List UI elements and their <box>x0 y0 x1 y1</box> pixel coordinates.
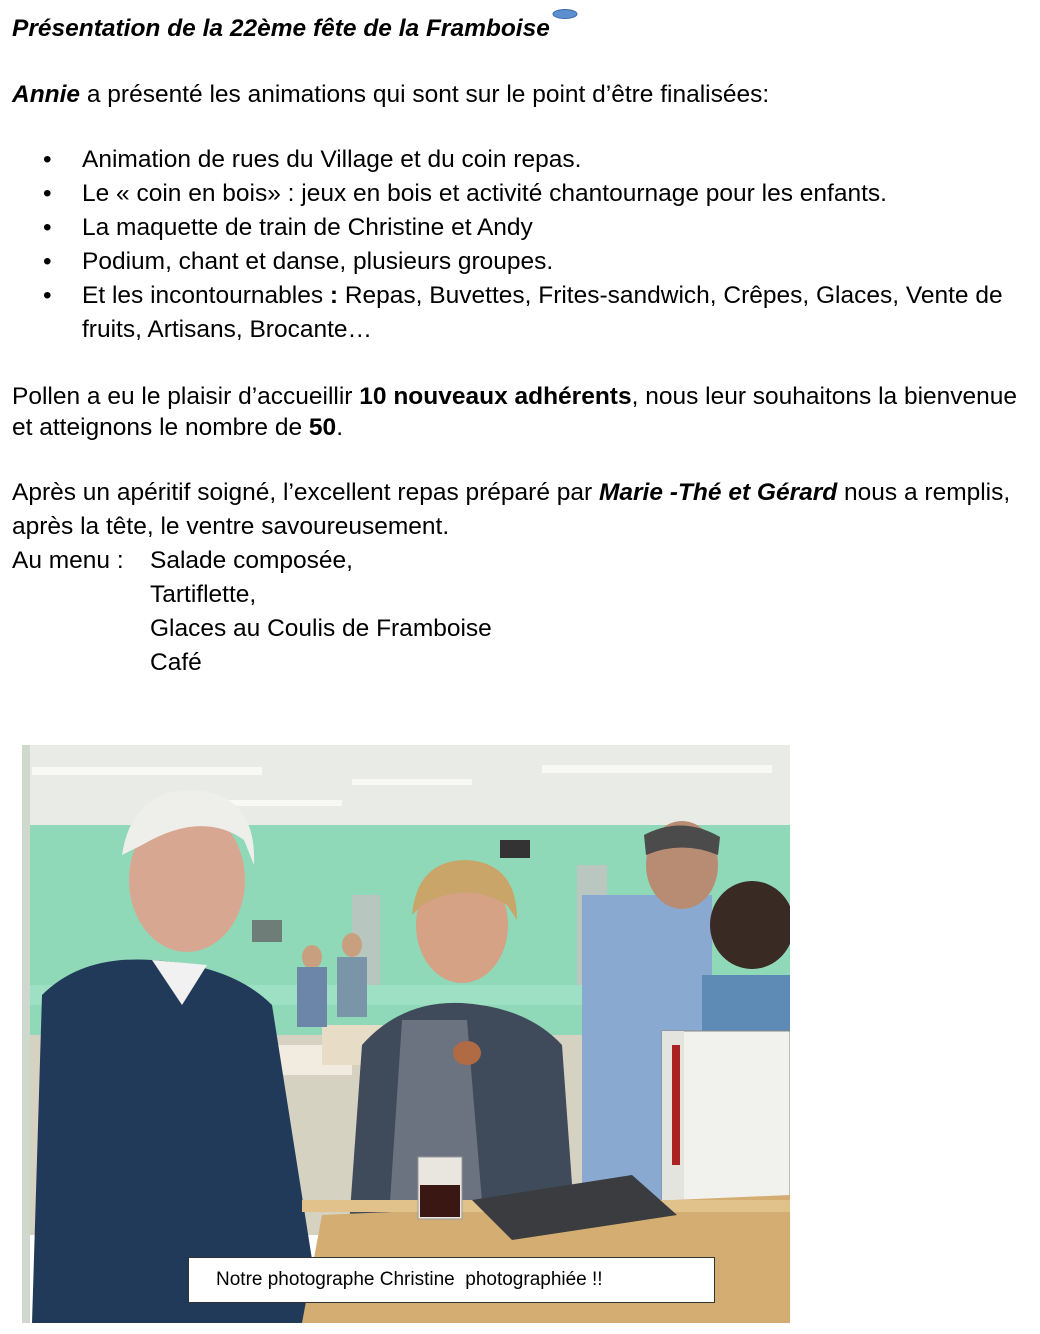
animations-list <box>12 143 1012 347</box>
list-item-rest: Repas, Buvettes, Frites-sandwich, Crêpes, Glaces, Vente de fruits, Artisans, Brocante… <box>82 282 1003 343</box>
members-text-3: . <box>336 414 343 441</box>
intro-paragraph <box>12 78 769 112</box>
list-item: • Podium, chant et danse, plusieurs groupes. <box>12 245 1012 279</box>
event-photo <box>22 745 790 1323</box>
meal-text-1: Après un apéritif soigné, l’excellent repas préparé par <box>12 479 599 506</box>
total-members: 50 <box>308 414 337 441</box>
new-members-count: 10 nouveaux adhérents <box>359 383 632 410</box>
members-text-1: Pollen a eu le plaisir d’accueillir <box>12 383 360 410</box>
menu-item: Salade composée, <box>150 547 353 574</box>
list-item-lead: Et les incontournables <box>82 282 330 309</box>
cooks-names: Marie -Thé et Gérard <box>598 479 838 506</box>
list-item: • Le « coin en bois» : jeux en bois et activité chantournage pour les enfants. <box>12 177 1012 211</box>
list-item: • Animation de rues du Village et du coin repas. <box>12 143 1012 177</box>
menu-item: Tartiflette, <box>150 581 257 608</box>
menu-item: Glaces au Coulis de Framboise <box>150 615 492 642</box>
members-text-2: , nous leur souhaitons la bienvenue et atteignons le nombre de <box>12 383 1018 441</box>
list-item <box>12 279 1012 347</box>
presenter-name: Annie <box>12 81 81 108</box>
meal-paragraph <box>12 476 1037 544</box>
menu-label: Au menu : <box>12 547 124 574</box>
meal-text-2: nous a remplis, après la tête, le ventre savoureusement. <box>12 479 1011 540</box>
photo-caption: Notre photographe Christine photographiée !! <box>188 1257 715 1303</box>
title-text: Présentation de la 22ème fête de la Framboise <box>12 15 550 42</box>
page-title <box>12 12 578 46</box>
menu-items <box>150 544 492 680</box>
members-paragraph <box>12 381 1032 443</box>
list-item-colon: : <box>329 282 339 309</box>
list-item: • La maquette de train de Christine et Andy <box>12 211 1012 245</box>
menu-item: Café <box>150 649 202 676</box>
photo-illustration <box>22 745 790 1323</box>
cloud-icon <box>552 8 578 20</box>
intro-text: a présenté les animations qui sont sur le point d’être finalisées: <box>80 81 770 108</box>
